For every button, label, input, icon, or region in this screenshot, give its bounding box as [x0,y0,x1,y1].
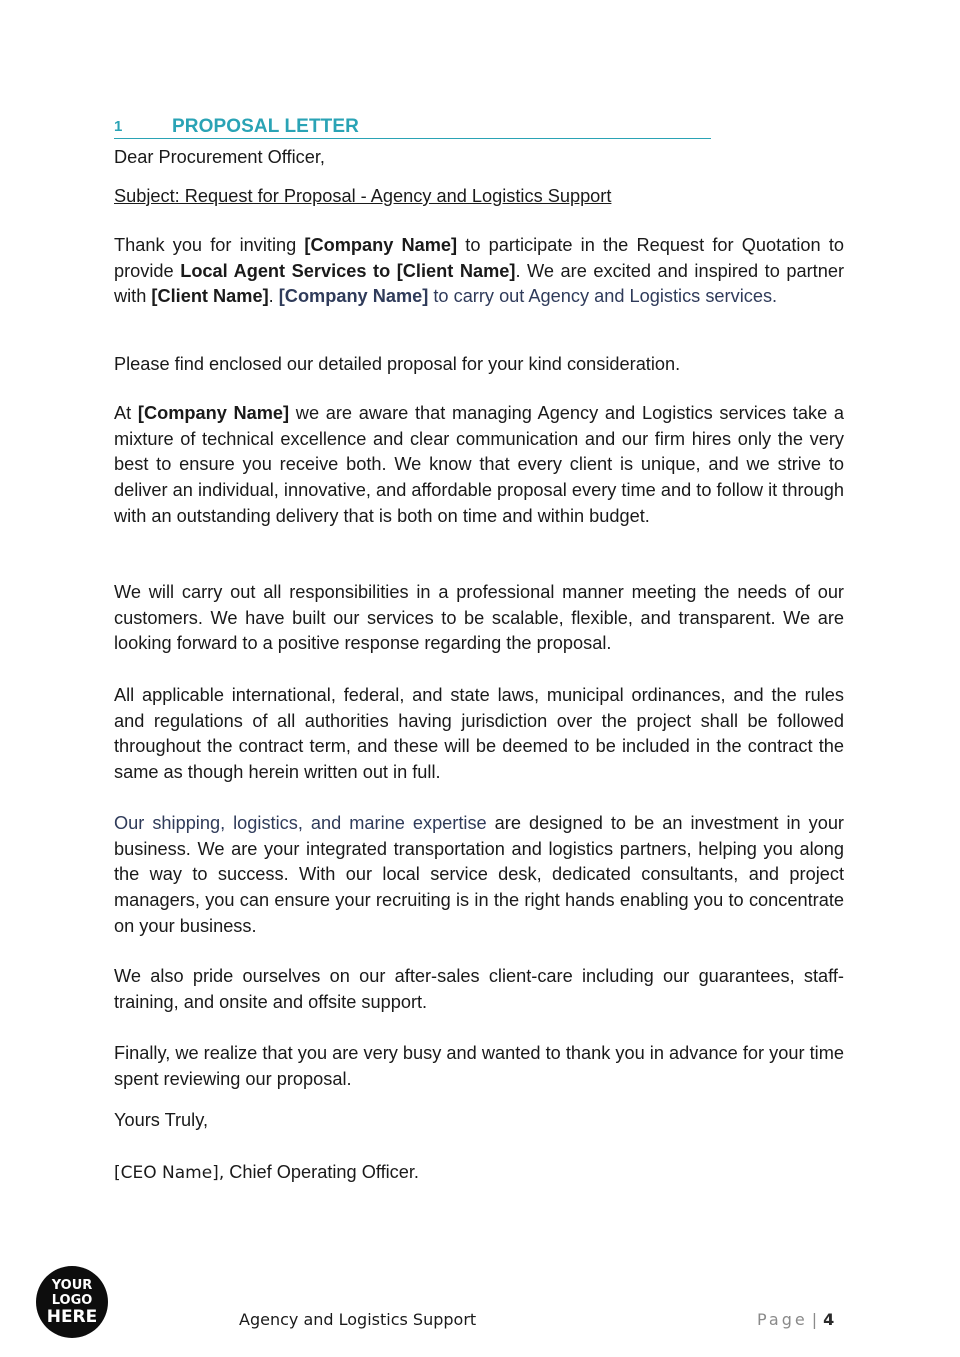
p1-text-i: to carry out Agency and Logistics services. [428,286,778,307]
p6-text-b: are designed to be an investment in your business. We are your integrated transportation and logistics partners, helping you along the way to success. With our local service desk, dedicated consultants, and project managers, you can ensure your recruiting is in the right hands enabling you to concentrate on your business. [114,813,844,936]
p1-company-name: [Company Name] [304,235,458,255]
p1-text-a: Thank you for inviting [114,235,305,255]
paragraph-laws: All applicable international, federal, and state laws, municipal ordinances, and the rules and regulations of all authorities having jurisdiction over the project shall be followed throughout the contract term, and these will be deemed to be included in the contract the same as though herein written out in full. [114,685,844,783]
p3-text-c: we are aware that managing Agency and Logistics services take a mixture of technical excellence and clear communication and our firm hires only the very best to ensure you receive both. We know that every client is unique, and we strive to deliver an individual, innovative, and affordable proposal every time and to follow it through with an outstanding delivery that is both on time and within budget. [114,403,844,526]
section-heading [114,116,711,139]
p3-company-name: [Company Name] [137,403,290,423]
section-number: 1 [114,118,123,135]
p1-service-name: Local Agent Services to [Client Name] [180,260,516,281]
logo-text-line-1: YOUR [51,1278,93,1293]
logo-placeholder [36,1266,108,1338]
paragraph-enclosed: Please find enclosed our detailed proposal for your kind consideration. [114,354,681,374]
paragraph-responsibilities: We will carry out all responsibilities in a professional manner meeting the needs of our customers. We have built our services to be scalable, flexible, and transparent. We are looking forward to a positive response regarding the proposal. [114,582,844,654]
signature [114,1160,419,1187]
paragraph-awareness [114,401,844,530]
paragraph-invitation [114,233,844,310]
footer-page-separator: | [811,1310,818,1329]
p6-expertise-link-text: Our shipping, logistics, and marine expertise [114,813,487,833]
section-title: PROPOSAL LETTER [172,116,359,137]
signature-title: Chief Operating Officer. [224,1162,419,1182]
footer-page-label: Page [757,1310,808,1329]
paragraph-thanks: Finally, we realize that you are very busy and wanted to thank you in advance for your time spent reviewing our proposal. [114,1043,844,1089]
footer-document-title: Agency and Logistics Support [239,1310,477,1329]
signature-name: [CEO Name], [114,1163,225,1183]
p3-text-a: At [114,403,138,423]
greeting: Dear Procurement Officer, [114,147,325,167]
subject-line: Subject: Request for Proposal - Agency and Logistics Support [114,186,612,206]
p1-client-name: [Client Name] [151,286,269,307]
paragraph-aftersales: We also pride ourselves on our after-sales client-care including our guarantees, staff-training, and onsite and offsite support. [114,966,844,1012]
closing: Yours Truly, [114,1110,209,1130]
p1-text-c: to participate in the Request for Quotation to provide [114,235,844,281]
paragraph-expertise [114,811,844,940]
p1-text-g: . [268,286,279,307]
logo-text-line-3: HERE [46,1307,98,1327]
p1-company-name-2: [Company Name] [278,286,429,307]
p1-text-e: . We are excited and inspired to partner with [114,260,844,307]
footer-page-number: 4 [823,1310,835,1329]
footer-page-indicator [757,1310,834,1329]
logo-text-line-2: LOGO [51,1293,93,1308]
